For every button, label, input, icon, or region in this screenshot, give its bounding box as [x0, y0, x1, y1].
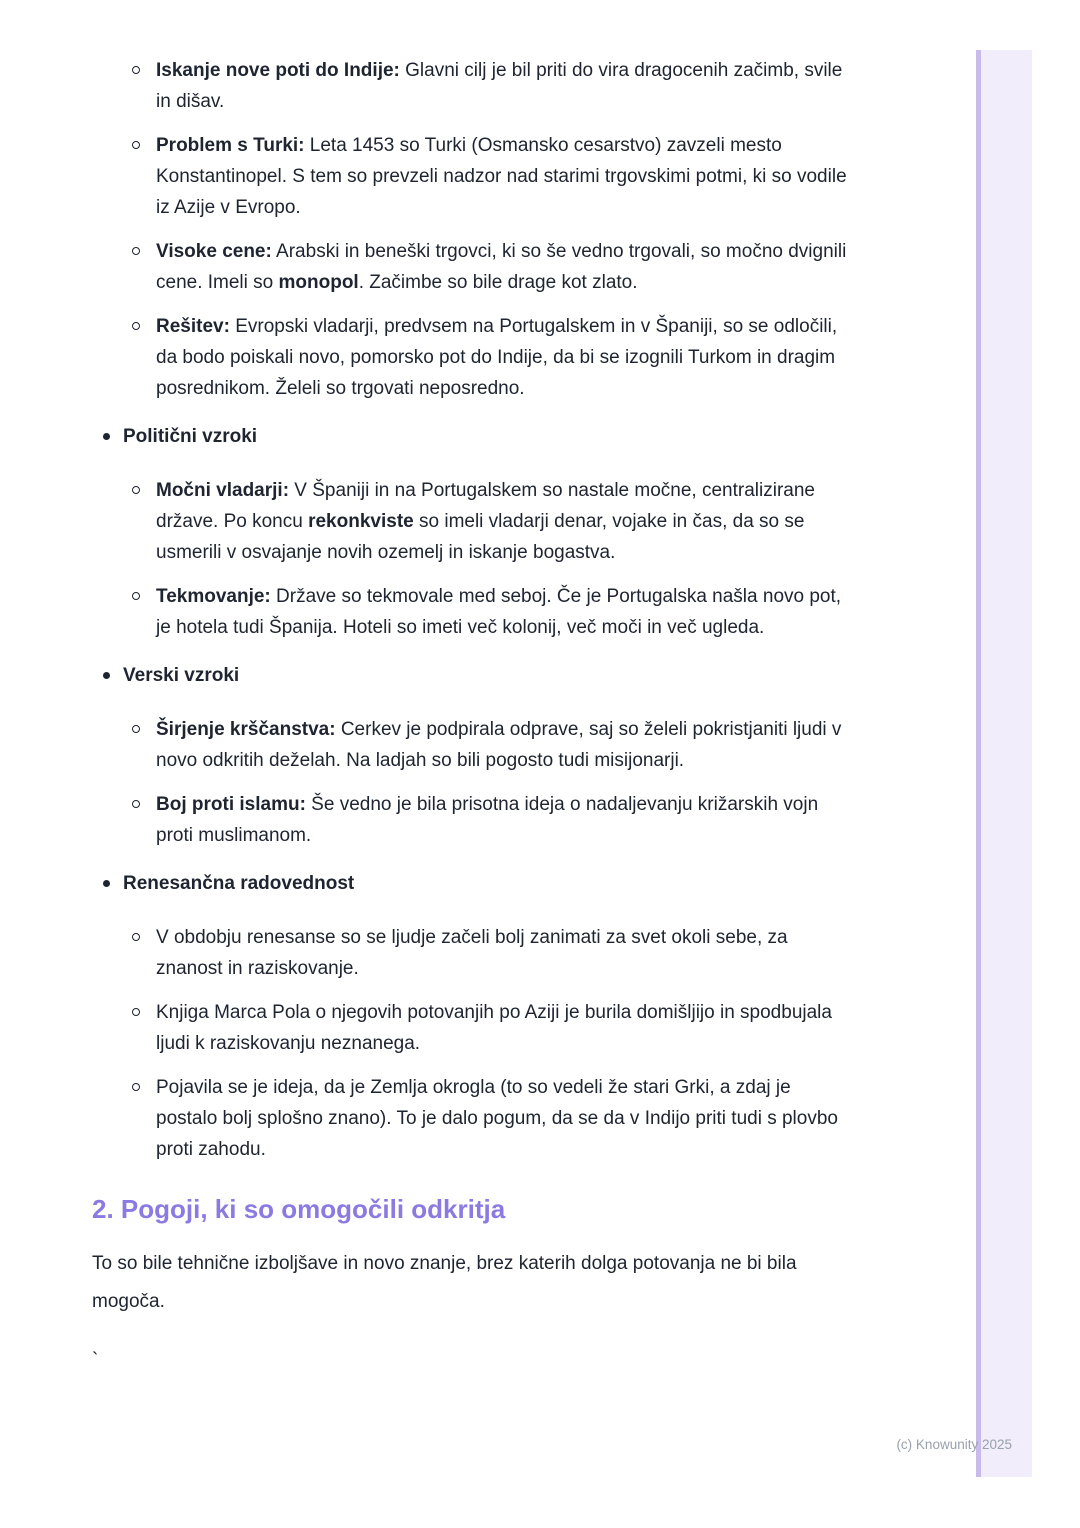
list-item-text: Rešitev: Evropski vladarji, predvsem na Portugalskem in v Španiji, so se odločili, da bodo poiskali novo, pomorsko pot do Indije, da bi se izognili Turkom in dragim posrednikom. Želeli so trgovati neposredno. — [156, 316, 838, 399]
bullet-circle-icon — [132, 1083, 140, 1091]
bullet-circle-icon — [132, 247, 140, 255]
bullet-disc-icon — [103, 880, 110, 887]
document-content — [92, 55, 856, 1376]
bullet-circle-icon — [132, 725, 140, 733]
bullet-circle-icon — [132, 1008, 140, 1016]
list-item-text: Knjiga Marca Pola o njegovih potovanjih po Aziji je burila domišljijo in spodbujala ljudi k raziskovanju neznanega. — [156, 1002, 832, 1054]
bullet-disc-icon — [103, 433, 110, 440]
document-outline — [92, 55, 856, 1165]
list-item-text: Boj proti islamu: Še vedno je bila prisotna ideja o nadaljevanju križarskih vojn proti muslimanom. — [156, 794, 819, 846]
list-item-text: Politični vzroki — [123, 426, 258, 447]
sub-list-item — [92, 997, 856, 1059]
bullet-disc-icon — [103, 672, 110, 679]
sub-list-item — [92, 714, 856, 776]
copyright-footer: (c) Knowunity 2025 — [896, 1437, 1012, 1452]
bullet-circle-icon — [132, 66, 140, 74]
list-item — [92, 421, 856, 452]
list-item-text: Tekmovanje: Države so tekmovale med seboj. Če je Portugalska našla novo pot, je hotela tudi Španija. Hoteli so imeti več kolonij, več moči in več ugleda. — [156, 586, 842, 638]
list-item-text: Širjenje krščanstva: Cerkev je podpirala odprave, saj so želeli pokristjaniti ljudi v novo odkritih deželah. Na ladjah so bili pogosto tudi misijonarji. — [156, 719, 842, 771]
sub-list-item — [92, 789, 856, 851]
sub-list-item — [92, 130, 856, 223]
sub-list-item — [92, 236, 856, 298]
bullet-circle-icon — [132, 322, 140, 330]
list-item-text: Problem s Turki: Leta 1453 so Turki (Osmansko cesarstvo) zavzeli mesto Konstantinopel. S tem so prevzeli nadzor nad starimi trgovskimi potmi, ki so vodile iz Azije v Evropo. — [156, 135, 847, 218]
list-item — [92, 660, 856, 691]
list-item — [92, 868, 856, 899]
list-item-text: Pojavila se je ideja, da je Zemlja okrogla (to so vedeli že stari Grki, a zdaj je postalo bolj splošno znano). To je dalo pogum, da se da v Indijo priti tudi s plovbo proti zahodu. — [156, 1077, 838, 1160]
right-margin-strip — [976, 50, 1032, 1477]
closing-paragraph: To so bile tehnične izboljšave in novo znanje, brez katerih dolga potovanja ne bi bila mogoča. — [92, 1253, 797, 1312]
sub-list-item — [92, 581, 856, 643]
list-item-text: Verski vzroki — [123, 665, 240, 686]
list-item-text: V obdobju renesanse so se ljudje začeli bolj zanimati za svet okoli sebe, za znanost in raziskovanje. — [156, 927, 788, 979]
list-item-text: Iskanje nove poti do Indije: Glavni cilj je bil priti do vira dragocenih začimb, svile in dišav. — [156, 60, 843, 112]
sub-list-item — [92, 922, 856, 984]
sub-list-item — [92, 55, 856, 117]
sub-list-item — [92, 1072, 856, 1165]
list-item-text: Visoke cene: Arabski in beneški trgovci, ki so še vedno trgovali, so močno dvignili cene. Imeli so monopol. Začimbe so bile drage kot zlato. — [156, 241, 847, 293]
sub-list-item — [92, 475, 856, 568]
bullet-circle-icon — [132, 592, 140, 600]
stray-character: ` — [92, 1350, 99, 1371]
list-item-text: Močni vladarji: V Španiji in na Portugalskem so nastale močne, centralizirane države. Po koncu rekonkviste so imeli vladarji denar, vojake in čas, da so se usmerili v osvajanje novih ozemelj in iskanje bogastva. — [156, 480, 815, 563]
sub-list-item — [92, 311, 856, 404]
list-item-text: Renesančna radovednost — [123, 873, 355, 894]
bullet-circle-icon — [132, 800, 140, 808]
bullet-circle-icon — [132, 141, 140, 149]
section-heading: 2. Pogoji, ki so omogočili odkritja — [92, 1194, 506, 1224]
bullet-circle-icon — [132, 933, 140, 941]
bullet-circle-icon — [132, 486, 140, 494]
